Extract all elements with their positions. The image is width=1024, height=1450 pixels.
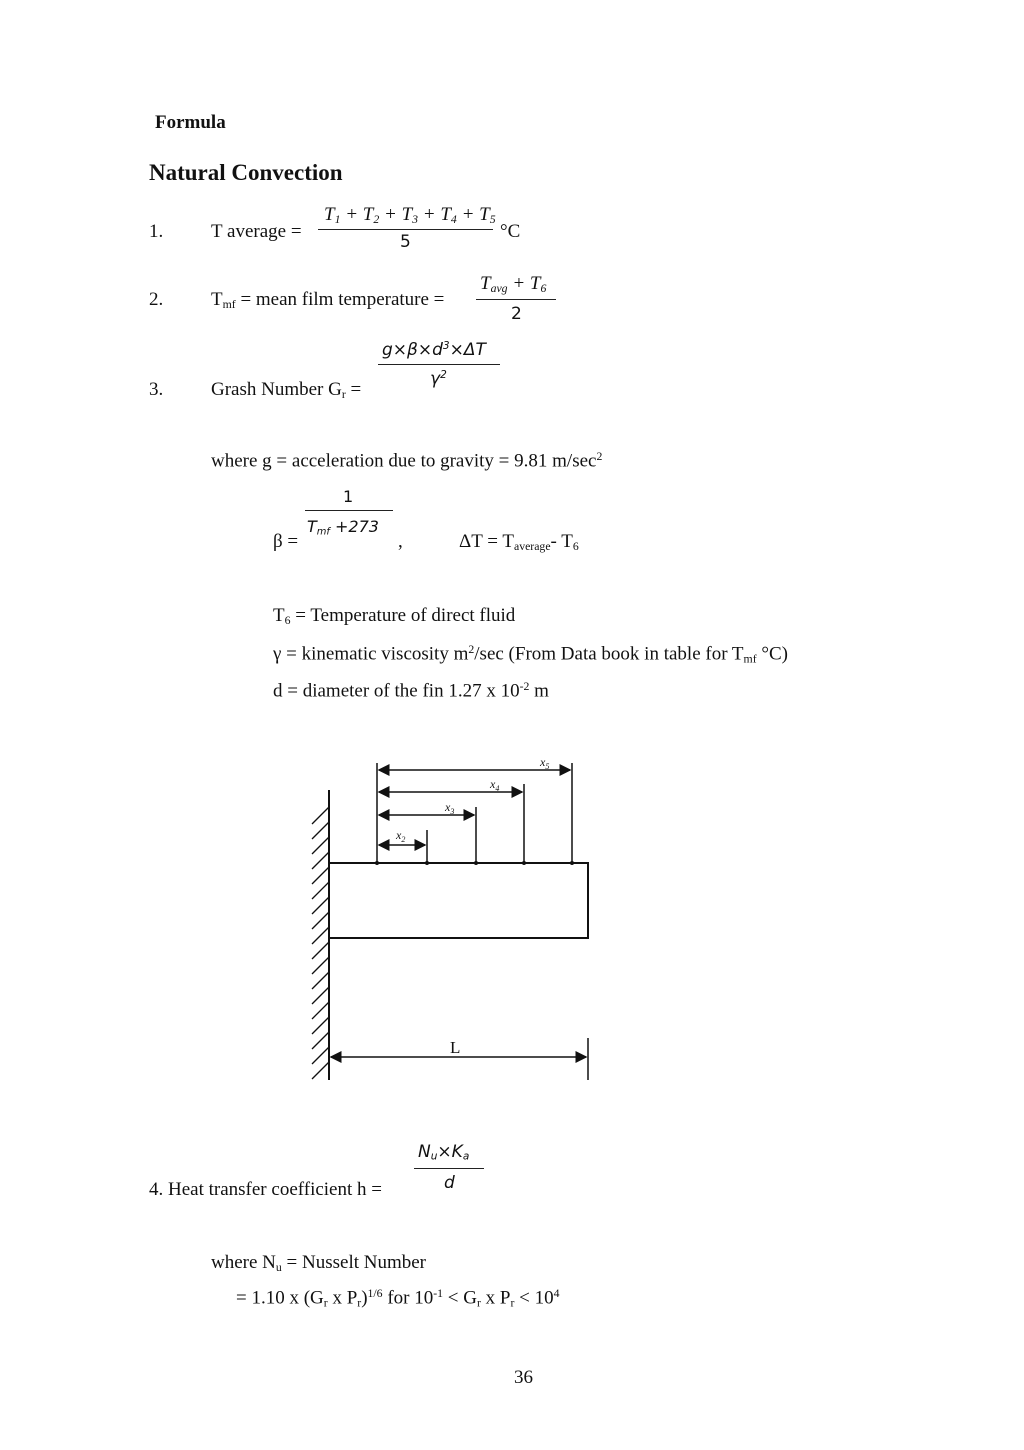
gamma-definition: γ = kinematic viscosity $m^2/\sec$ (From Data book in table for $T_{mf}$ °C) [273, 643, 788, 666]
d-definition: d = diameter of the fin 1.27 x $10^{-2}$ m [273, 680, 549, 702]
item4-denominator: d [444, 1173, 455, 1193]
beta-label: β = [273, 531, 299, 552]
item2-label: $T_{mf}$ = mean film temperature = [211, 289, 445, 311]
item1-denominator: 5 [400, 232, 411, 252]
beta-fraction-bar [305, 510, 393, 511]
x3-label: $x_3$ [445, 800, 455, 816]
nusselt-definition: where $N_u$ = Nusselt Number [211, 1252, 427, 1274]
page-number: 36 [514, 1367, 533, 1388]
where-gravity: where g = acceleration due to gravity = 9.81 $m/\sec^2$ [211, 450, 603, 472]
item3-label: Grash Number $G_r$ = [211, 379, 362, 401]
fin-rectangle [329, 863, 588, 938]
item2-fraction-bar [476, 299, 556, 300]
x4-label: $x_4$ [490, 777, 500, 793]
item1-numerator: $T_1 + T_2 + T_3 + T_4 + T_5$ [324, 204, 496, 226]
delta-t-definition: $\Delta T = T_{average}-$ $T_6$ [459, 531, 579, 553]
item2-denominator: 2 [511, 304, 522, 324]
item2-numerator: $T_{avg} + T_6$ [480, 273, 547, 295]
item1-label: T average = [211, 221, 302, 242]
item2-number: 2. [149, 289, 164, 310]
item4-numerator: $N_u\times K_a$ [418, 1142, 470, 1163]
x2-label: $x_2$ [396, 828, 406, 844]
item3-denominator: $\gamma^2$ [430, 369, 447, 389]
beta-numerator: 1 [343, 487, 354, 506]
fin-diagram [300, 745, 610, 1090]
x5-label: $x_5$ [540, 755, 550, 771]
item1-fraction-bar [318, 229, 493, 230]
item3-numerator: $g\times\beta\times d^3\times\Delta T$ [382, 340, 486, 360]
beta-denominator: $T_{mf} +273$ [307, 517, 379, 538]
nusselt-correlation: = 1.10 x ($G_r$ x $P_r)^{1/6}$ for $10^{-1} < G_r$ x $P_r < 10^4$ [236, 1287, 560, 1310]
heading-natural-convection: Natural Convection [149, 160, 343, 185]
t6-definition: $T_6$ = Temperature of direct fluid [273, 605, 516, 627]
item1-unit: °C [500, 221, 521, 242]
item4-label: 4. Heat transfer coefficient h = [149, 1179, 382, 1200]
beta-comma: , [398, 531, 403, 552]
item4-fraction-bar [414, 1168, 484, 1169]
item3-fraction-bar [378, 364, 500, 365]
length-label: L [450, 1038, 461, 1057]
wall-hatching [312, 807, 329, 1079]
item1-number: 1. [149, 221, 164, 242]
item3-number: 3. [149, 379, 164, 400]
heading-formula: Formula [155, 112, 226, 133]
